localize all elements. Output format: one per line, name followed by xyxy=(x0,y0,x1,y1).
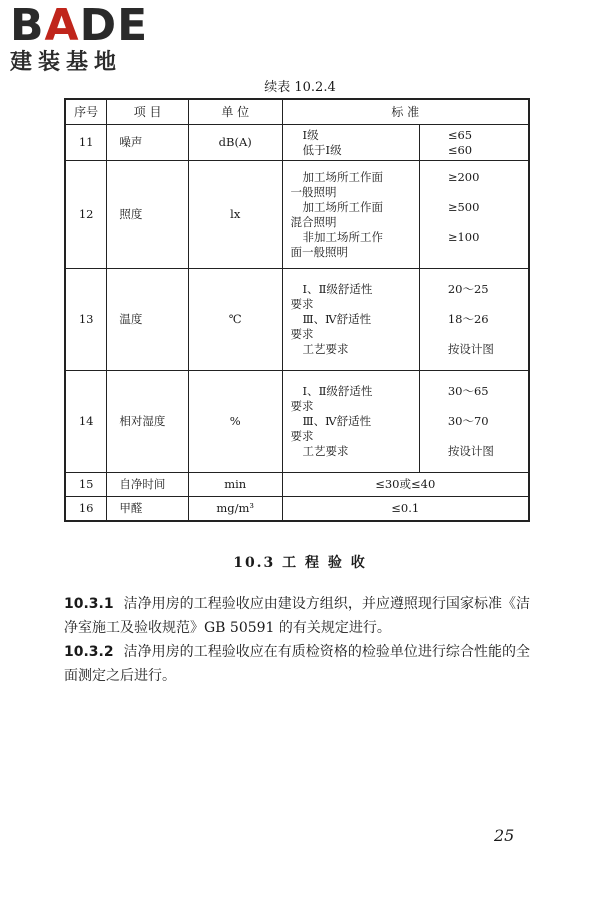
table-row xyxy=(65,371,529,473)
row-value: ≥200 ≥500 ≥100 xyxy=(419,161,529,269)
table-row xyxy=(65,125,529,161)
table-header-row xyxy=(65,99,529,125)
row-no: 11 xyxy=(65,125,107,161)
row-no: 13 xyxy=(65,269,107,371)
row-standard-merged: ≤0.1 xyxy=(282,497,529,521)
row-value: 20～25 18～26 按设计图 xyxy=(419,269,529,371)
row-value: ≤65 ≤60 xyxy=(419,125,529,161)
standards-table xyxy=(64,98,530,522)
row-no: 16 xyxy=(65,497,107,521)
table-row xyxy=(65,473,529,497)
table-caption: 续表 10.2.4 xyxy=(264,80,336,95)
section-heading: 10.3 工 程 验 收 xyxy=(233,555,367,571)
row-unit: mg/m³ xyxy=(188,497,282,521)
logo-wordmark: BADE xyxy=(10,0,149,51)
header-item: 项 目 xyxy=(107,99,189,125)
row-unit: % xyxy=(188,371,282,473)
row-no: 15 xyxy=(65,473,107,497)
clause-text: 洁净用房的工程验收应在有质检资格的检验单位进行综合性能的全面测定之后进行。 xyxy=(64,644,530,684)
bade-logo xyxy=(10,0,180,78)
clause-number: 10.3.2 xyxy=(64,644,114,660)
row-item: 噪声 xyxy=(107,125,189,161)
row-desc: Ⅰ、Ⅱ级舒适性 要求 Ⅲ、Ⅳ舒适性 要求 工艺要求 xyxy=(282,371,419,473)
row-item: 相对湿度 xyxy=(107,371,189,473)
logo-chinese-text: 建装基地 xyxy=(10,50,123,75)
row-value: 30～65 30～70 按设计图 xyxy=(419,371,529,473)
row-desc: Ⅰ级 低于Ⅰ级 xyxy=(282,125,419,161)
table-row xyxy=(65,161,529,269)
row-item: 照度 xyxy=(107,161,189,269)
row-item: 自净时间 xyxy=(107,473,189,497)
row-standard-merged: ≤30或≤40 xyxy=(282,473,529,497)
row-unit: min xyxy=(188,473,282,497)
clause-10-3-1 xyxy=(64,592,530,640)
clause-number: 10.3.1 xyxy=(64,596,114,612)
row-desc: Ⅰ、Ⅱ级舒适性 要求 Ⅲ、Ⅳ舒适性 要求 工艺要求 xyxy=(282,269,419,371)
row-unit: lx xyxy=(188,161,282,269)
row-item: 温度 xyxy=(107,269,189,371)
row-item: 甲醛 xyxy=(107,497,189,521)
row-no: 14 xyxy=(65,371,107,473)
page-number: 25 xyxy=(494,826,515,845)
header-no: 序号 xyxy=(65,99,107,125)
row-no: 12 xyxy=(65,161,107,269)
table-row xyxy=(65,497,529,521)
clause-text: 洁净用房的工程验收应由建设方组织，并应遵照现行国家标准《洁净室施工及验收规范》GB 50591 的有关规定进行。 xyxy=(64,596,530,636)
table-row xyxy=(65,269,529,371)
row-unit: dB(A) xyxy=(188,125,282,161)
clause-10-3-2 xyxy=(64,640,530,688)
row-desc: 加工场所工作面 一般照明 加工场所工作面 混合照明 非加工场所工作 面一般照明 xyxy=(282,161,419,269)
header-standard: 标 准 xyxy=(282,99,529,125)
header-unit: 单 位 xyxy=(188,99,282,125)
row-unit: ℃ xyxy=(188,269,282,371)
